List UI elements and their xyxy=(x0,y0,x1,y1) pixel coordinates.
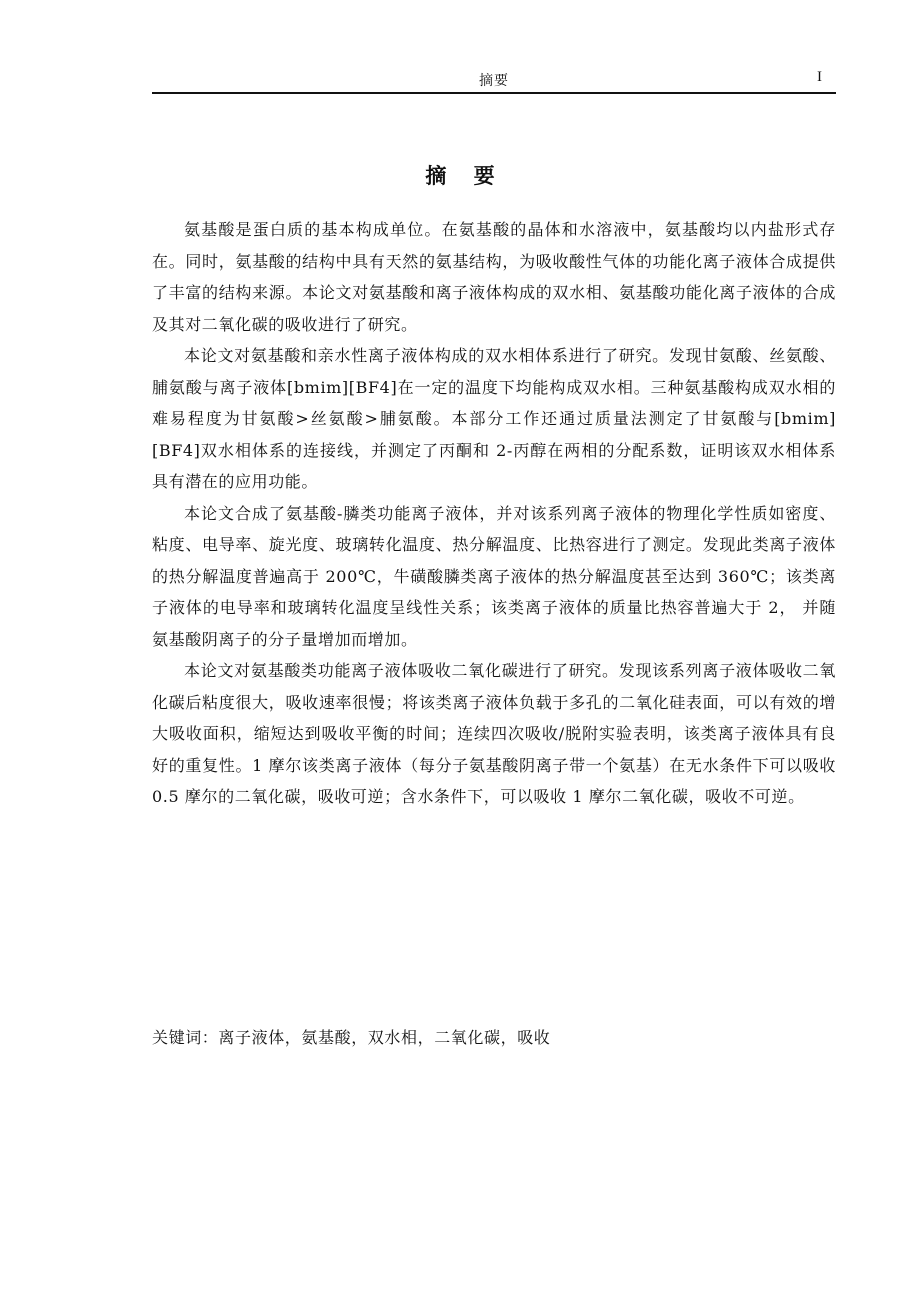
abstract-paragraph: 氨基酸是蛋白质的基本构成单位。在氨基酸的晶体和水溶液中，氨基酸均以内盐形式存在。同时，氨基酸的结构中具有天然的氨基结构，为吸收酸性气体的功能化离子液体合成提供了丰富的结构来源。本论文对氨基酸和离子液体构成的双水相、氨基酸功能化离子液体的合成及其对二氧化碳的吸收进行了研究。 xyxy=(152,220,836,334)
abstract-paragraph: 本论文对氨基酸和亲水性离子液体构成的双水相体系进行了研究。发现甘氨酸、丝氨酸、脯氨酸与离子液体[bmim][BF4]在一定的温度下均能构成双水相。三种氨基酸构成双水相的难易程度为甘氨酸>丝氨酸>脯氨酸。本部分工作还通过质量法测定了甘氨酸与[bmim][BF4]双水相体系的连接线，并测定了丙酮和 2-丙醇在两相的分配系数，证明该双水相体系具有潜在的应用功能。 xyxy=(152,346,836,491)
keywords-line: 关键词：离子液体，氨基酸，双水相，二氧化碳，吸收 xyxy=(152,1028,551,1047)
running-header xyxy=(152,66,836,92)
abstract-paragraph: 本论文合成了氨基酸-膦类功能离子液体，并对该系列离子液体的物理化学性质如密度、粘度、电导率、旋光度、玻璃转化温度、热分解温度、比热容进行了测定。发现此类离子液体的热分解温度普遍高于 200℃，牛磺酸膦类离子液体的热分解温度甚至达到 360℃；该类离子液体的电导率和玻璃转化温度呈线性关系；该类离子液体的质量比热容普遍大于 2， 并随氨基酸阴离子的分子量增加而增加。 xyxy=(152,503,836,649)
header-rule xyxy=(152,92,836,94)
abstract-body xyxy=(152,214,836,813)
header-title: 摘要 xyxy=(479,73,509,89)
abstract-heading: 摘 要 xyxy=(425,163,505,188)
abstract-paragraph: 本论文对氨基酸类功能离子液体吸收二氧化碳进行了研究。发现该系列离子液体吸收二氧化碳后粘度很大，吸收速率很慢；将该类离子液体负载于多孔的二氧化硅表面，可以有效的增大吸收面积，缩短达到吸收平衡的时间；连续四次吸收/脱附实验表明，该类离子液体具有良好的重复性。1 摩尔该类离子液体（每分子氨基酸阴离子带一个氨基）在无水条件下可以吸收 0.5 摩尔的二氧化碳，吸收可逆；含水条件下，可以吸收 1 摩尔二氧化碳，吸收不可逆。 xyxy=(152,661,836,806)
header-page-number: I xyxy=(817,69,822,85)
